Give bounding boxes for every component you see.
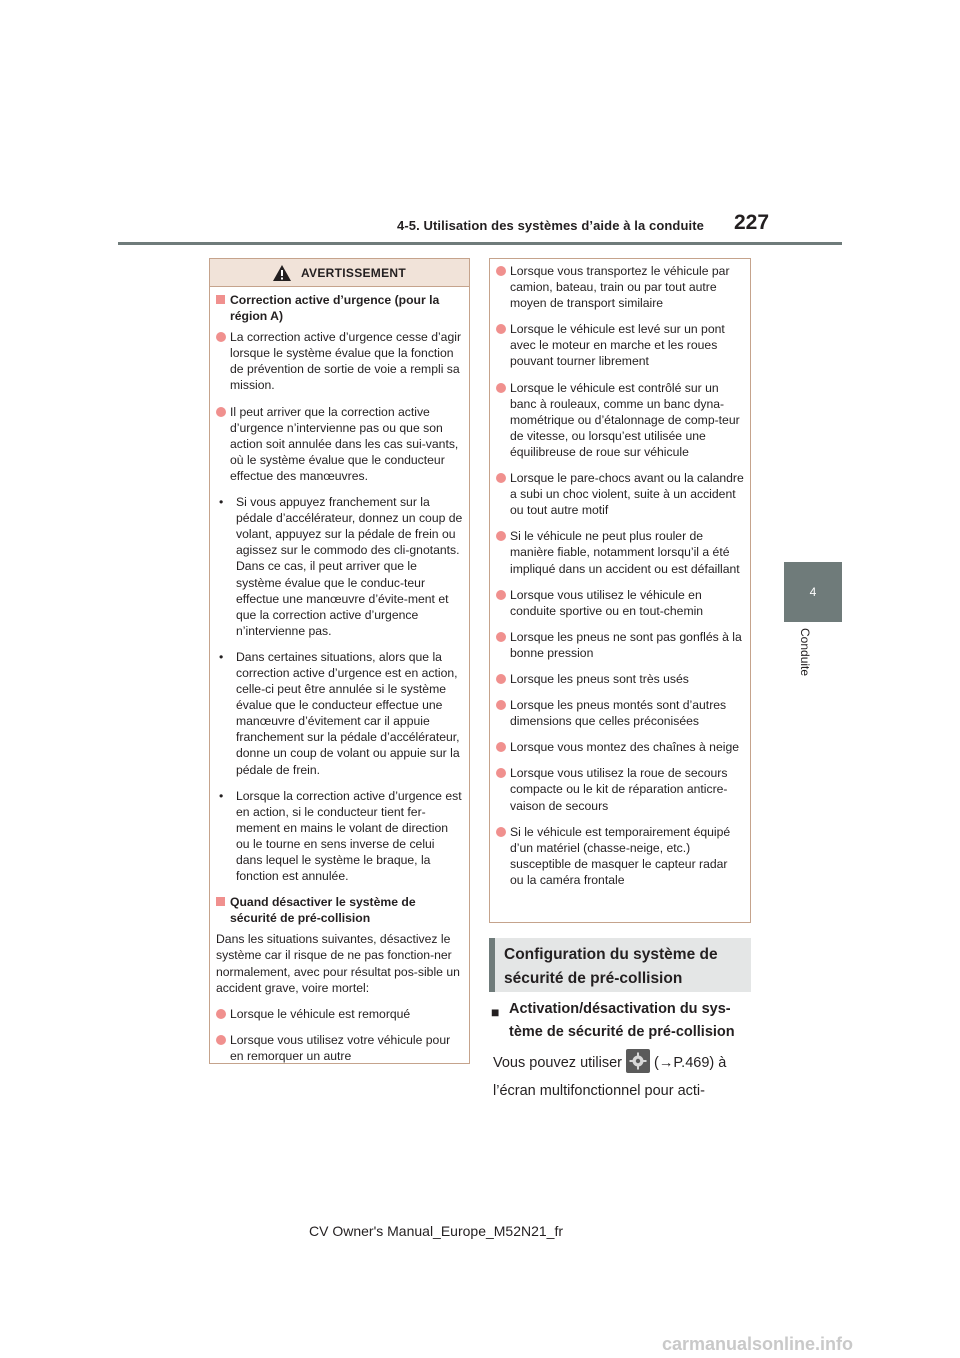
warning-list-item: Lorsque le véhicule est remorqué	[216, 1006, 463, 1022]
section-header-title: 4-5. Utilisation des systèmes d’aide à la conduite	[397, 218, 704, 233]
warning-list-item: Il peut arriver que la correction active d’urgence n’intervienne pas ou que son action soit annulée dans les cas sui-vants, où le système évalue que le conducteur effectue des manœuvres.	[216, 404, 463, 484]
warning-list-item: Lorsque les pneus ne sont pas gonflés à la bonne pression	[496, 629, 744, 661]
warning-list-item: • Lorsque la correction active d’urgence est en action, si le conducteur tient fer-mement en mains le volant de direction ou le tourne en sens inverse de celui dans lequel le système le braque, la fonction est annulée.	[216, 788, 463, 885]
page-reference[interactable]: (→P.469) à	[654, 1055, 727, 1071]
page-number: 227	[734, 211, 770, 234]
warning-list-item: Lorsque le véhicule est levé sur un pont avec le moteur en marche et les roues pouvant tourner librement	[496, 321, 744, 369]
square-marker-icon: ■	[491, 1004, 500, 1020]
warning-list-item: Lorsque vous utilisez la roue de secours compacte ou le kit de réparation anticre-vaison de secours	[496, 765, 744, 813]
warning-list-item: Lorsque les pneus montés sont d’autres dimensions que celles préconisées	[496, 697, 744, 729]
warning-list-item: Lorsque vous utilisez le véhicule en conduite sportive ou en tout-chemin	[496, 587, 744, 619]
warning-list-item: Lorsque le véhicule est contrôlé sur un banc à rouleaux, comme un banc dyna-mométrique ou d’étalonnage de comp-teur de vitesse, ou lorsqu’est utilisée une équilibreuse de roue sur véhicule	[496, 380, 744, 460]
warning-list-item: • Dans certaines situations, alors que la correction active d’urgence est en action, celle-ci peut être annulée si le système évalue que le conducteur effectue une manœuvre d’évitement car il appuie franchement sur la pédale d’accélérateur, donne un coup de volant ou appuie sur la pédale de frein.	[216, 649, 463, 778]
chapter-number: 4	[809, 585, 817, 599]
settings-gear-icon	[626, 1049, 650, 1073]
warning-left-content	[216, 292, 463, 1074]
warning-subheading: Correction active d’urgence (pour la région A)	[216, 292, 463, 324]
subheading	[489, 998, 751, 1044]
warning-triangle-icon	[273, 265, 291, 281]
warning-list-item: Si le véhicule est temporairement équipé d’un matériel (chasse-neige, etc.) susceptible de masquer le capteur radar ou la caméra frontale	[496, 824, 744, 888]
warning-right-content	[496, 263, 744, 898]
para-after: l’écran multifonctionnel pour acti-	[493, 1083, 705, 1099]
warning-list-item: Lorsque vous utilisez votre véhicule pour en remorquer un autre	[216, 1032, 463, 1064]
watermark: carmanualsonline.info	[662, 1334, 854, 1354]
warning-subheading: Quand désactiver le système de sécurité de pré-collision	[216, 894, 463, 926]
body-paragraph	[493, 1049, 755, 1105]
chapter-tab	[784, 562, 842, 622]
warning-header	[210, 259, 469, 287]
section-title: Configuration du système de sécurité de pré-collision	[504, 946, 718, 987]
warning-list-item: Lorsque vous transportez le véhicule par camion, bateau, train ou par tout autre moyen de transport similaire	[496, 263, 744, 311]
warning-list-item: Dans les situations suivantes, désactivez le système car il risque de ne pas fonction-ner normalement, avec pour résultat pos-sible un accident grave, voire mortel:	[216, 932, 460, 995]
chapter-label-text: Conduite	[798, 628, 812, 677]
chapter-label	[782, 628, 842, 688]
warning-list-item: La correction active d’urgence cesse d’agir lorsque le système évalue que la fonction de prévention de sortie de voie a rempli sa mission.	[216, 329, 463, 393]
section-title-box	[489, 938, 751, 992]
warning-list-item: Lorsque vous montez des chaînes à neige	[496, 739, 744, 755]
warning-title: AVERTISSEMENT	[300, 265, 407, 280]
warning-list-item: Si le véhicule ne peut plus rouler de manière fiable, notamment lorsqu’il a été impliqué dans un accident ou est défaillant	[496, 528, 744, 576]
subheading-text: Activation/désactivation du sys-tème de sécurité de pré-collision	[509, 1001, 735, 1040]
warning-list-item: Lorsque les pneus sont très usés	[496, 671, 744, 687]
warning-list-item: Lorsque le pare-chocs avant ou la calandre a subi un choc violent, suite à un accident ou tout autre motif	[496, 470, 744, 518]
footer-text: CV Owner's Manual_Europe_M52N21_fr	[309, 1223, 564, 1239]
warning-box-left	[209, 258, 470, 1064]
header-divider	[118, 242, 842, 245]
para-before: Vous pouvez utiliser	[493, 1055, 622, 1071]
warning-list-item: • Si vous appuyez franchement sur la pédale d’accélérateur, donnez un coup de volant, appuyez sur la pédale de frein ou agissez sur le commodo des cli-gnotants. Dans ce cas, il peut arriver que le système évalue que le conduc-teur effectue une manœuvre d’évite-ment et que la correction active d’urgence n’intervienne pas.	[216, 494, 463, 639]
warning-box-right	[489, 258, 751, 923]
